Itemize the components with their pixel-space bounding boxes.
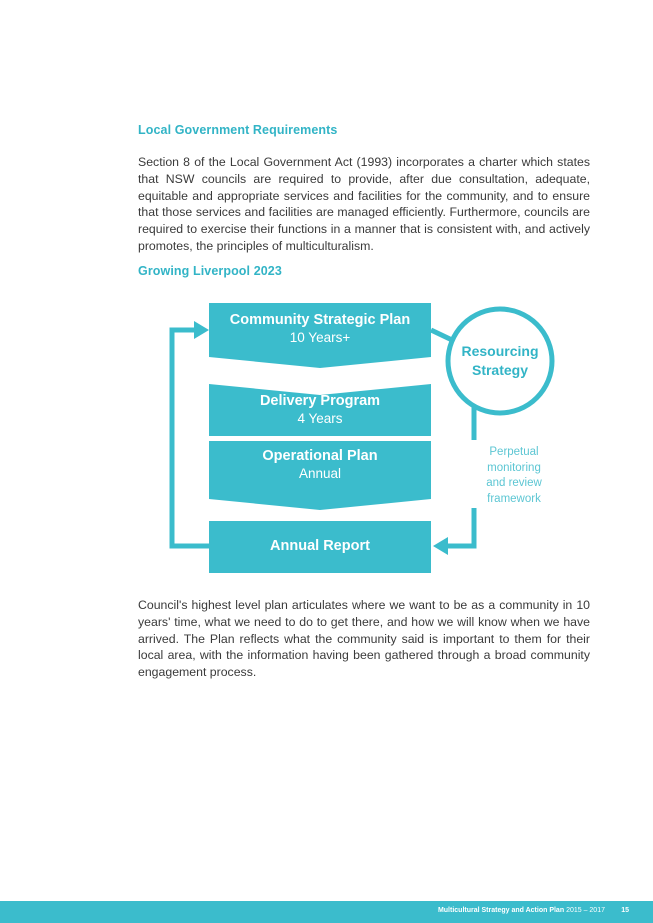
community-plan-paragraph: Council's highest level plan articulates where we want to be as a community in 10 years' time, what we need to do to get there, and how we will know when we have arrived. The Plan reflects what the community said is important to them for their local area, with the information having been gathered through a broad community engagement process. (138, 598, 590, 680)
delivery-program-subtitle: 4 Years (297, 411, 343, 426)
annual-report-title: Annual Report (270, 538, 370, 554)
side-note-line: and review (486, 477, 542, 489)
page-footer (0, 901, 653, 923)
footer-years: 2015 – 2017 (566, 907, 605, 914)
page-number: 15 (621, 907, 629, 914)
community-strategic-plan-subtitle: 10 Years+ (289, 330, 351, 345)
resourcing-line-1: Resourcing (461, 343, 539, 359)
section-heading-local-government: Local Government Requirements (138, 123, 338, 137)
section-heading-growing-liverpool: Growing Liverpool 2023 (138, 264, 282, 278)
footer-document-title: Multicultural Strategy and Action Plan (437, 907, 565, 914)
side-note-line: framework (487, 492, 541, 505)
left-loop-arrowhead (194, 321, 209, 339)
left-loop-arrow (172, 330, 209, 546)
local-government-paragraph: Section 8 of the Local Government Act (1993) incorporates a charter which states that NSW councils are required to provide, after due consultation, adequate, equitable and appropriate services and facilities for the community, and to ensure that those services and facilities are managed efficiently. Furthermore, councils are required to exercise their functions in a manner that is consistent with, and actively promotes, the principles of multiculturalism. (138, 155, 590, 253)
side-note-line: monitoring (487, 461, 541, 474)
delivery-program-box (209, 384, 431, 436)
resourcing-line-2: Strategy (471, 362, 529, 378)
operational-plan-title: Operational Plan (262, 448, 378, 464)
delivery-program-title: Delivery Program (259, 393, 381, 409)
side-note-line: Perpetual (489, 446, 539, 458)
community-strategic-plan-title: Community Strategic Plan (229, 312, 411, 328)
footer-title (438, 907, 605, 914)
monitoring-framework-note (470, 445, 558, 507)
resourcing-connector (431, 330, 452, 340)
right-loop-arrowhead (433, 537, 448, 555)
operational-plan-subtitle: Annual (298, 466, 342, 481)
resourcing-strategy-label (448, 342, 552, 380)
